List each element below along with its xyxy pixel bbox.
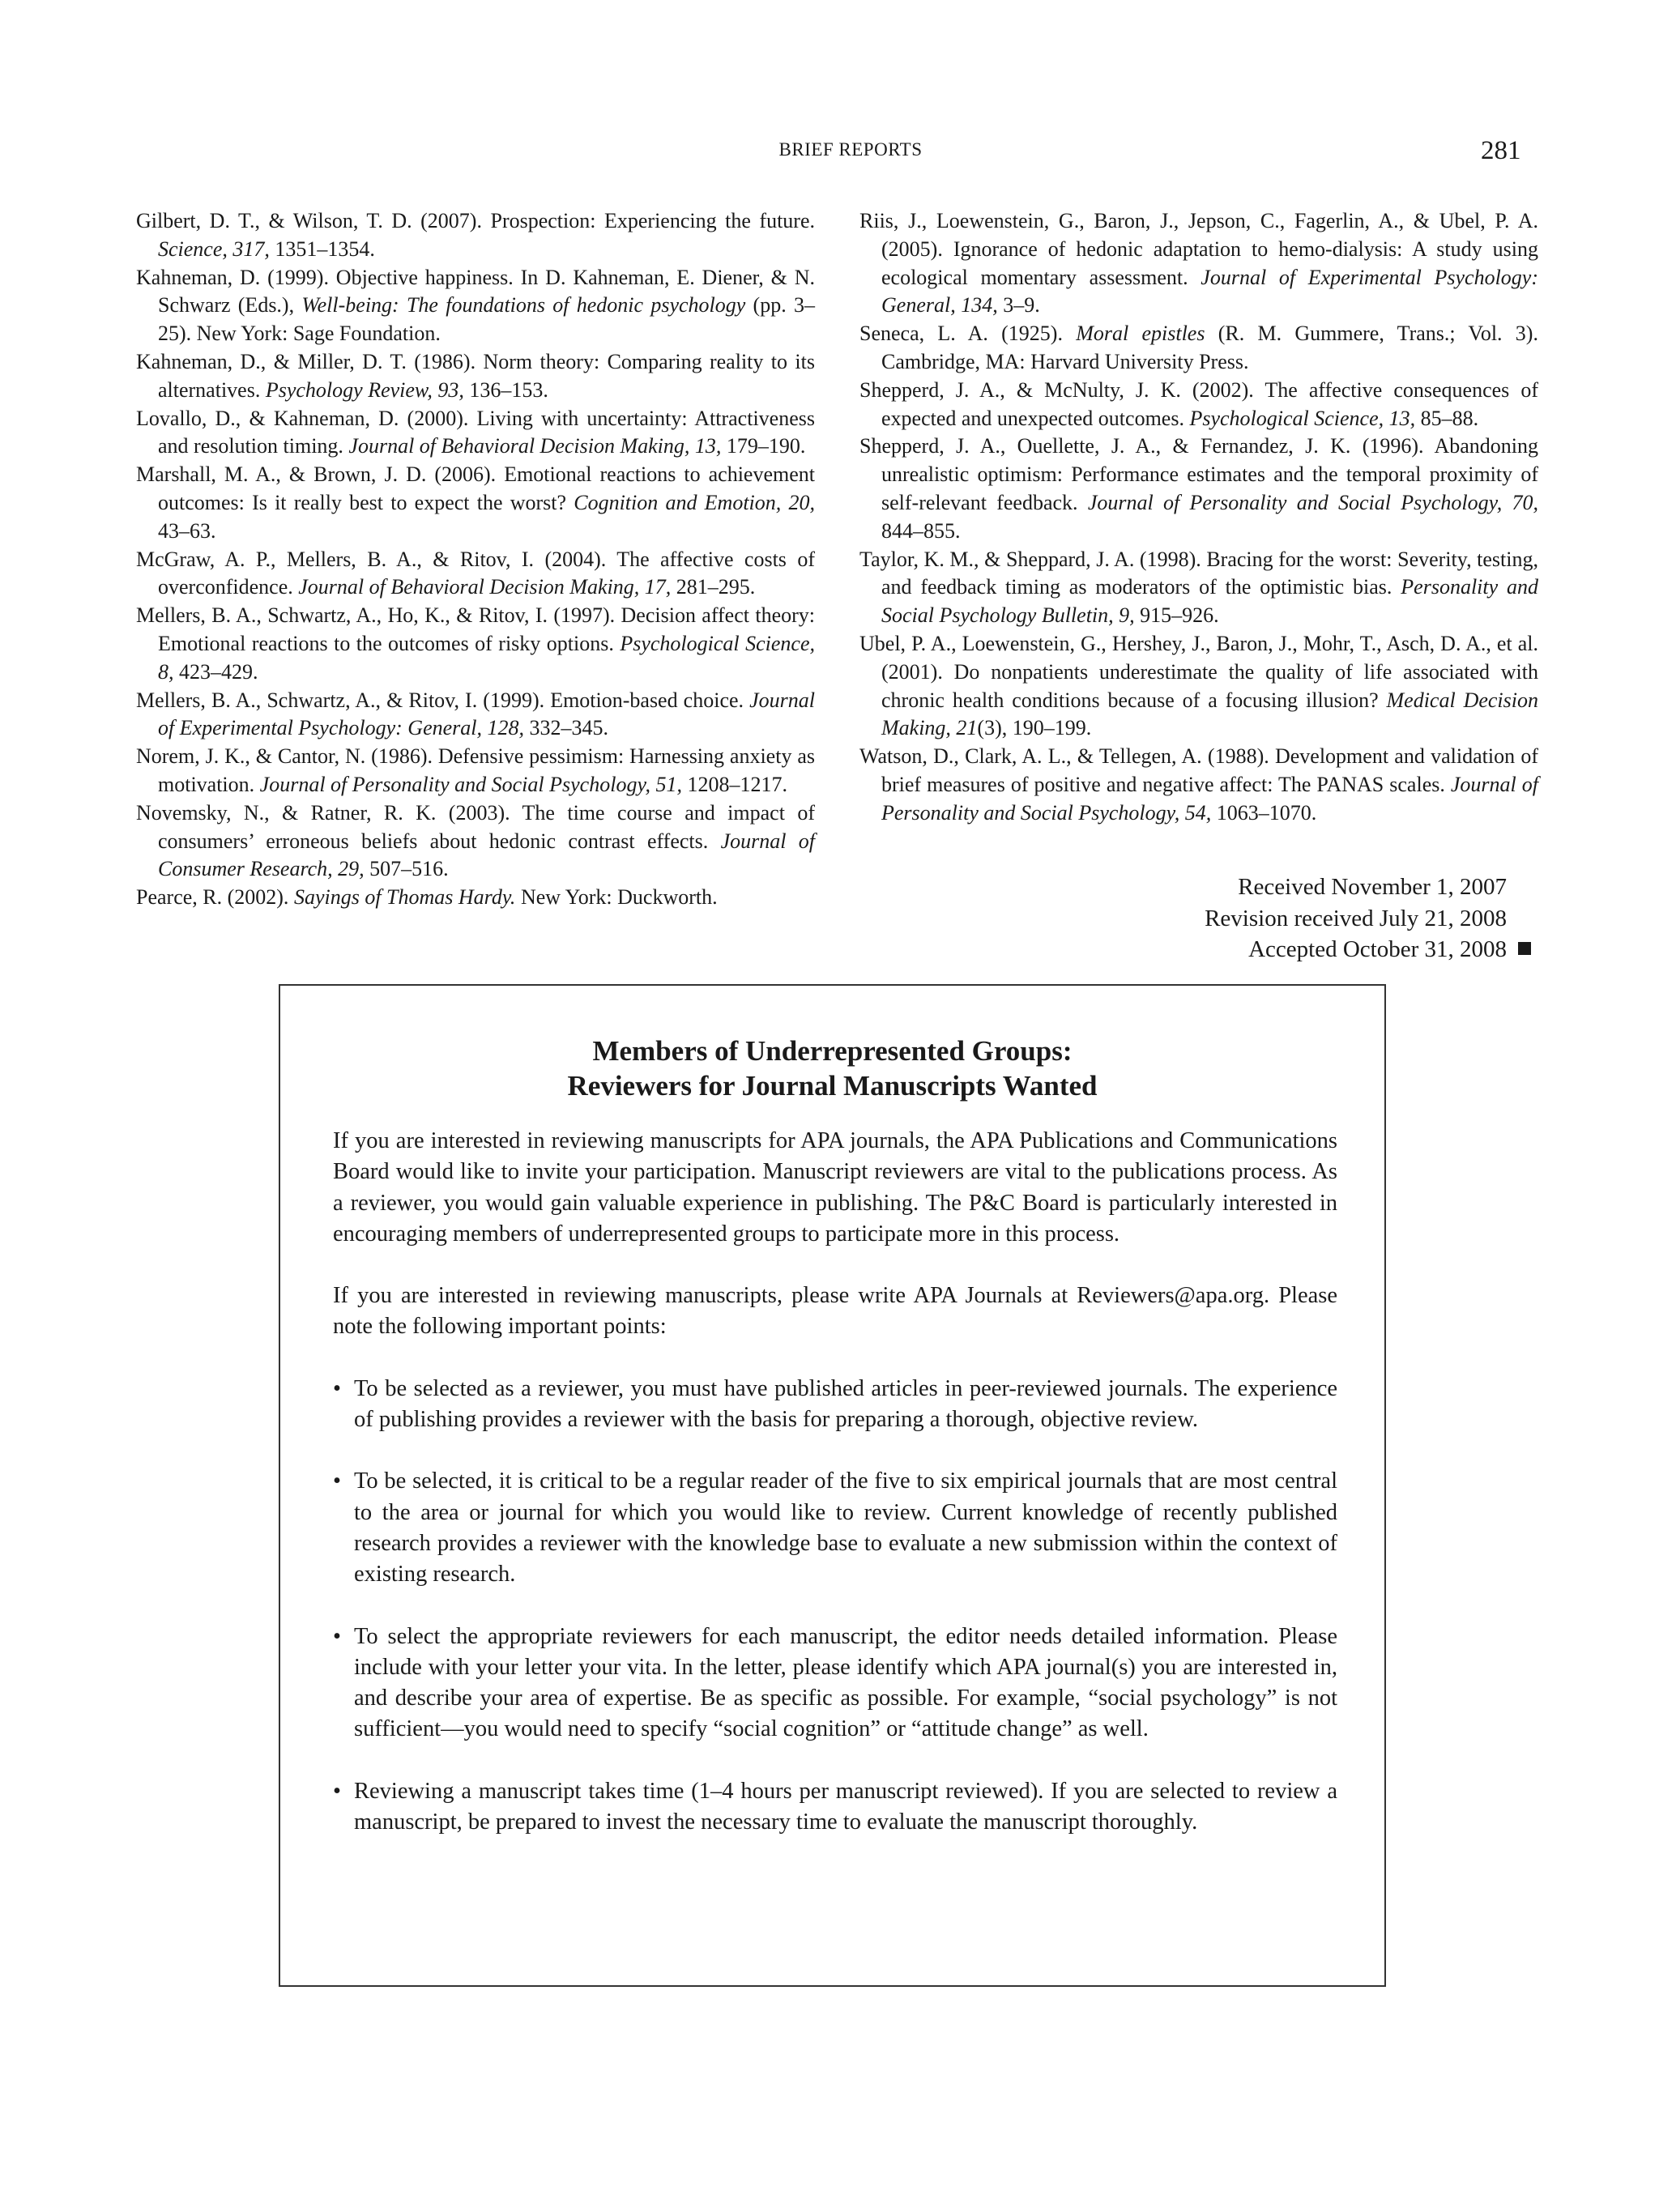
- notice-paragraph: If you are interested in reviewing manuscripts for APA journals, the APA Publications and Communications Board would like to invite your participation. Manuscript reviewers are vital to the publications process. As a reviewer, you would gain valuable experience in publishing. The P&C Board is particularly interested in encouraging members of underrepresented groups to participate more in this process.: [333, 1128, 1337, 1247]
- reviewers-wanted-notice: [279, 984, 1386, 1987]
- reference-entry: Kahneman, D. (1999). Objective happiness. In D. Kahneman, E. Diener, & N. Schwarz (Eds.), Well-being: The foundations of hedonic psychology (pp. 3–25). New York: Sage Foundation.: [136, 265, 815, 346]
- references-left-column: [136, 207, 815, 912]
- notice-bullet-item: • Reviewing a manuscript takes time (1–4 hours per manuscript reviewed). If you are selected to review a manuscript, be prepared to invest the necessary time to evaluate the manuscript thoroughly.: [333, 1776, 1337, 1839]
- reference-entry: McGraw, A. P., Mellers, B. A., & Ritov, I. (2004). The affective costs of overconfidence. Journal of Behavioral Decision Making, 17, 281–295.: [136, 547, 815, 599]
- notice-bullet-item: • To select the appropriate reviewers for each manuscript, the editor needs detailed information. Please include with your letter your vita. In the letter, please identify which APA journal(s) you are interested in, and describe your area of expertise. Be as specific as possible. For example, “social psychology” is not sufficient—you would need to specify “social cognition” or “attitude change” as well.: [333, 1622, 1337, 1745]
- reference-entry: Novemsky, N., & Ratner, R. K. (2003). The time course and impact of consumers’ erroneous beliefs about hedonic contrast effects. Journal of Consumer Research, 29, 507–516.: [136, 800, 815, 881]
- reference-entry: Ubel, P. A., Loewenstein, G., Hershey, J., Baron, J., Mohr, T., Asch, D. A., et al. (2001). Do nonpatients underestimate the quality of life associated with chronic health conditions because of a focusing illusion? Medical Decision Making, 21(3), 190–199.: [859, 631, 1538, 740]
- reference-entry: Shepperd, J. A., Ouellette, J. A., & Fernandez, J. K. (1996). Abandoning unrealistic optimism: Performance estimates and the temporal proximity of self-relevant feedback. Journal of Personality and Social Psychology, 70, 844–855.: [859, 434, 1538, 543]
- reference-entry: Riis, J., Loewenstein, G., Baron, J., Jepson, C., Fagerlin, A., & Ubel, P. A. (2005). Ignorance of hedonic adaptation to hemo-dialysis: A study using ecological momentary assessment. Journal of Experimental Psychology: General, 134, 3–9.: [859, 209, 1538, 318]
- reference-entry: Shepperd, J. A., & McNulty, J. K. (2002). The affective consequences of expected and unexpected outcomes. Psychological Science, 13, 85–88.: [859, 377, 1538, 430]
- end-of-article-square-icon: [1518, 942, 1531, 955]
- accepted-date: Accepted October 31, 2008: [1248, 936, 1507, 962]
- reference-entry: Gilbert, D. T., & Wilson, T. D. (2007). Prospection: Experiencing the future. Science, 317, 1351–1354.: [136, 209, 815, 261]
- reference-entry: Kahneman, D., & Miller, D. T. (1986). Norm theory: Comparing reality to its alternatives. Psychology Review, 93, 136–153.: [136, 349, 815, 402]
- reference-entry: Seneca, L. A. (1925). Moral epistles (R. M. Gummere, Trans.; Vol. 3). Cambridge, MA: Harvard University Press.: [859, 322, 1538, 373]
- reference-entry: Taylor, K. M., & Sheppard, J. A. (1998). Bracing for the worst: Severity, testing, and feedback timing as moderators of the optimistic bias. Personality and Social Psychology Bulletin, 9, 915–926.: [859, 547, 1538, 628]
- references-right-column: [859, 207, 1538, 828]
- article-dates: [1053, 872, 1507, 965]
- reference-entry: Marshall, M. A., & Brown, J. D. (2006). Emotional reactions to achievement outcomes: Is it really best to expect the worst? Cognition and Emotion, 20, 43–63.: [136, 462, 815, 543]
- notice-paragraph: If you are interested in reviewing manuscripts, please write APA Journals at Reviewers@apa.org. Please note the following important points:: [333, 1283, 1337, 1340]
- reference-entry: Norem, J. K., & Cantor, N. (1986). Defensive pessimism: Harnessing anxiety as motivation. Journal of Personality and Social Psychology, 51, 1208–1217.: [136, 744, 815, 796]
- notice-body: [333, 1126, 1337, 1869]
- bullet-icon: •: [333, 1623, 341, 1649]
- reference-entry: Lovallo, D., & Kahneman, D. (2000). Living with uncertainty: Attractiveness and resolution timing. Journal of Behavioral Decision Making, 13, 179–190.: [136, 406, 815, 458]
- bullet-icon: •: [333, 1375, 341, 1401]
- reference-entry: Mellers, B. A., Schwartz, A., & Ritov, I. (1999). Emotion-based choice. Journal of Experimental Psychology: General, 128, 332–345.: [136, 688, 815, 740]
- received-date: Received November 1, 2007: [1238, 874, 1507, 900]
- reference-entry: Mellers, B. A., Schwartz, A., Ho, K., & Ritov, I. (1997). Decision affect theory: Emotional reactions to the outcomes of risky options. Psychological Science, 8, 423–429.: [136, 603, 815, 684]
- reference-entry: Watson, D., Clark, A. L., & Tellegen, A. (1988). Development and validation of brief measures of positive and negative affect: The PANAS scales. Journal of Personality and Social Psychology, 54, 1063–1070.: [859, 744, 1538, 825]
- running-head: BRIEF REPORTS: [778, 139, 923, 160]
- bullet-icon: •: [333, 1778, 341, 1804]
- notice-title: Members of Underrepresented Groups: Reviewers for Journal Manuscripts Wanted: [567, 1035, 1098, 1102]
- notice-bullet-item: • To be selected as a reviewer, you must have published articles in peer-reviewed journals. The experience of publishing provides a reviewer with the basis for preparing a thorough, objective review.: [333, 1374, 1337, 1436]
- bullet-icon: •: [333, 1468, 341, 1494]
- revision-date: Revision received July 21, 2008: [1205, 905, 1507, 931]
- reference-entry: Pearce, R. (2002). Sayings of Thomas Hardy. New York: Duckworth.: [136, 885, 718, 910]
- notice-bullet-item: • To be selected, it is critical to be a regular reader of the five to six empirical journals that are most central to the area or journal for which you would like to review. Current knowledge of recently published research provides a reviewer with the knowledge base to evaluate a new submission within the context of existing research.: [333, 1466, 1337, 1590]
- page-number: 281: [1481, 136, 1521, 165]
